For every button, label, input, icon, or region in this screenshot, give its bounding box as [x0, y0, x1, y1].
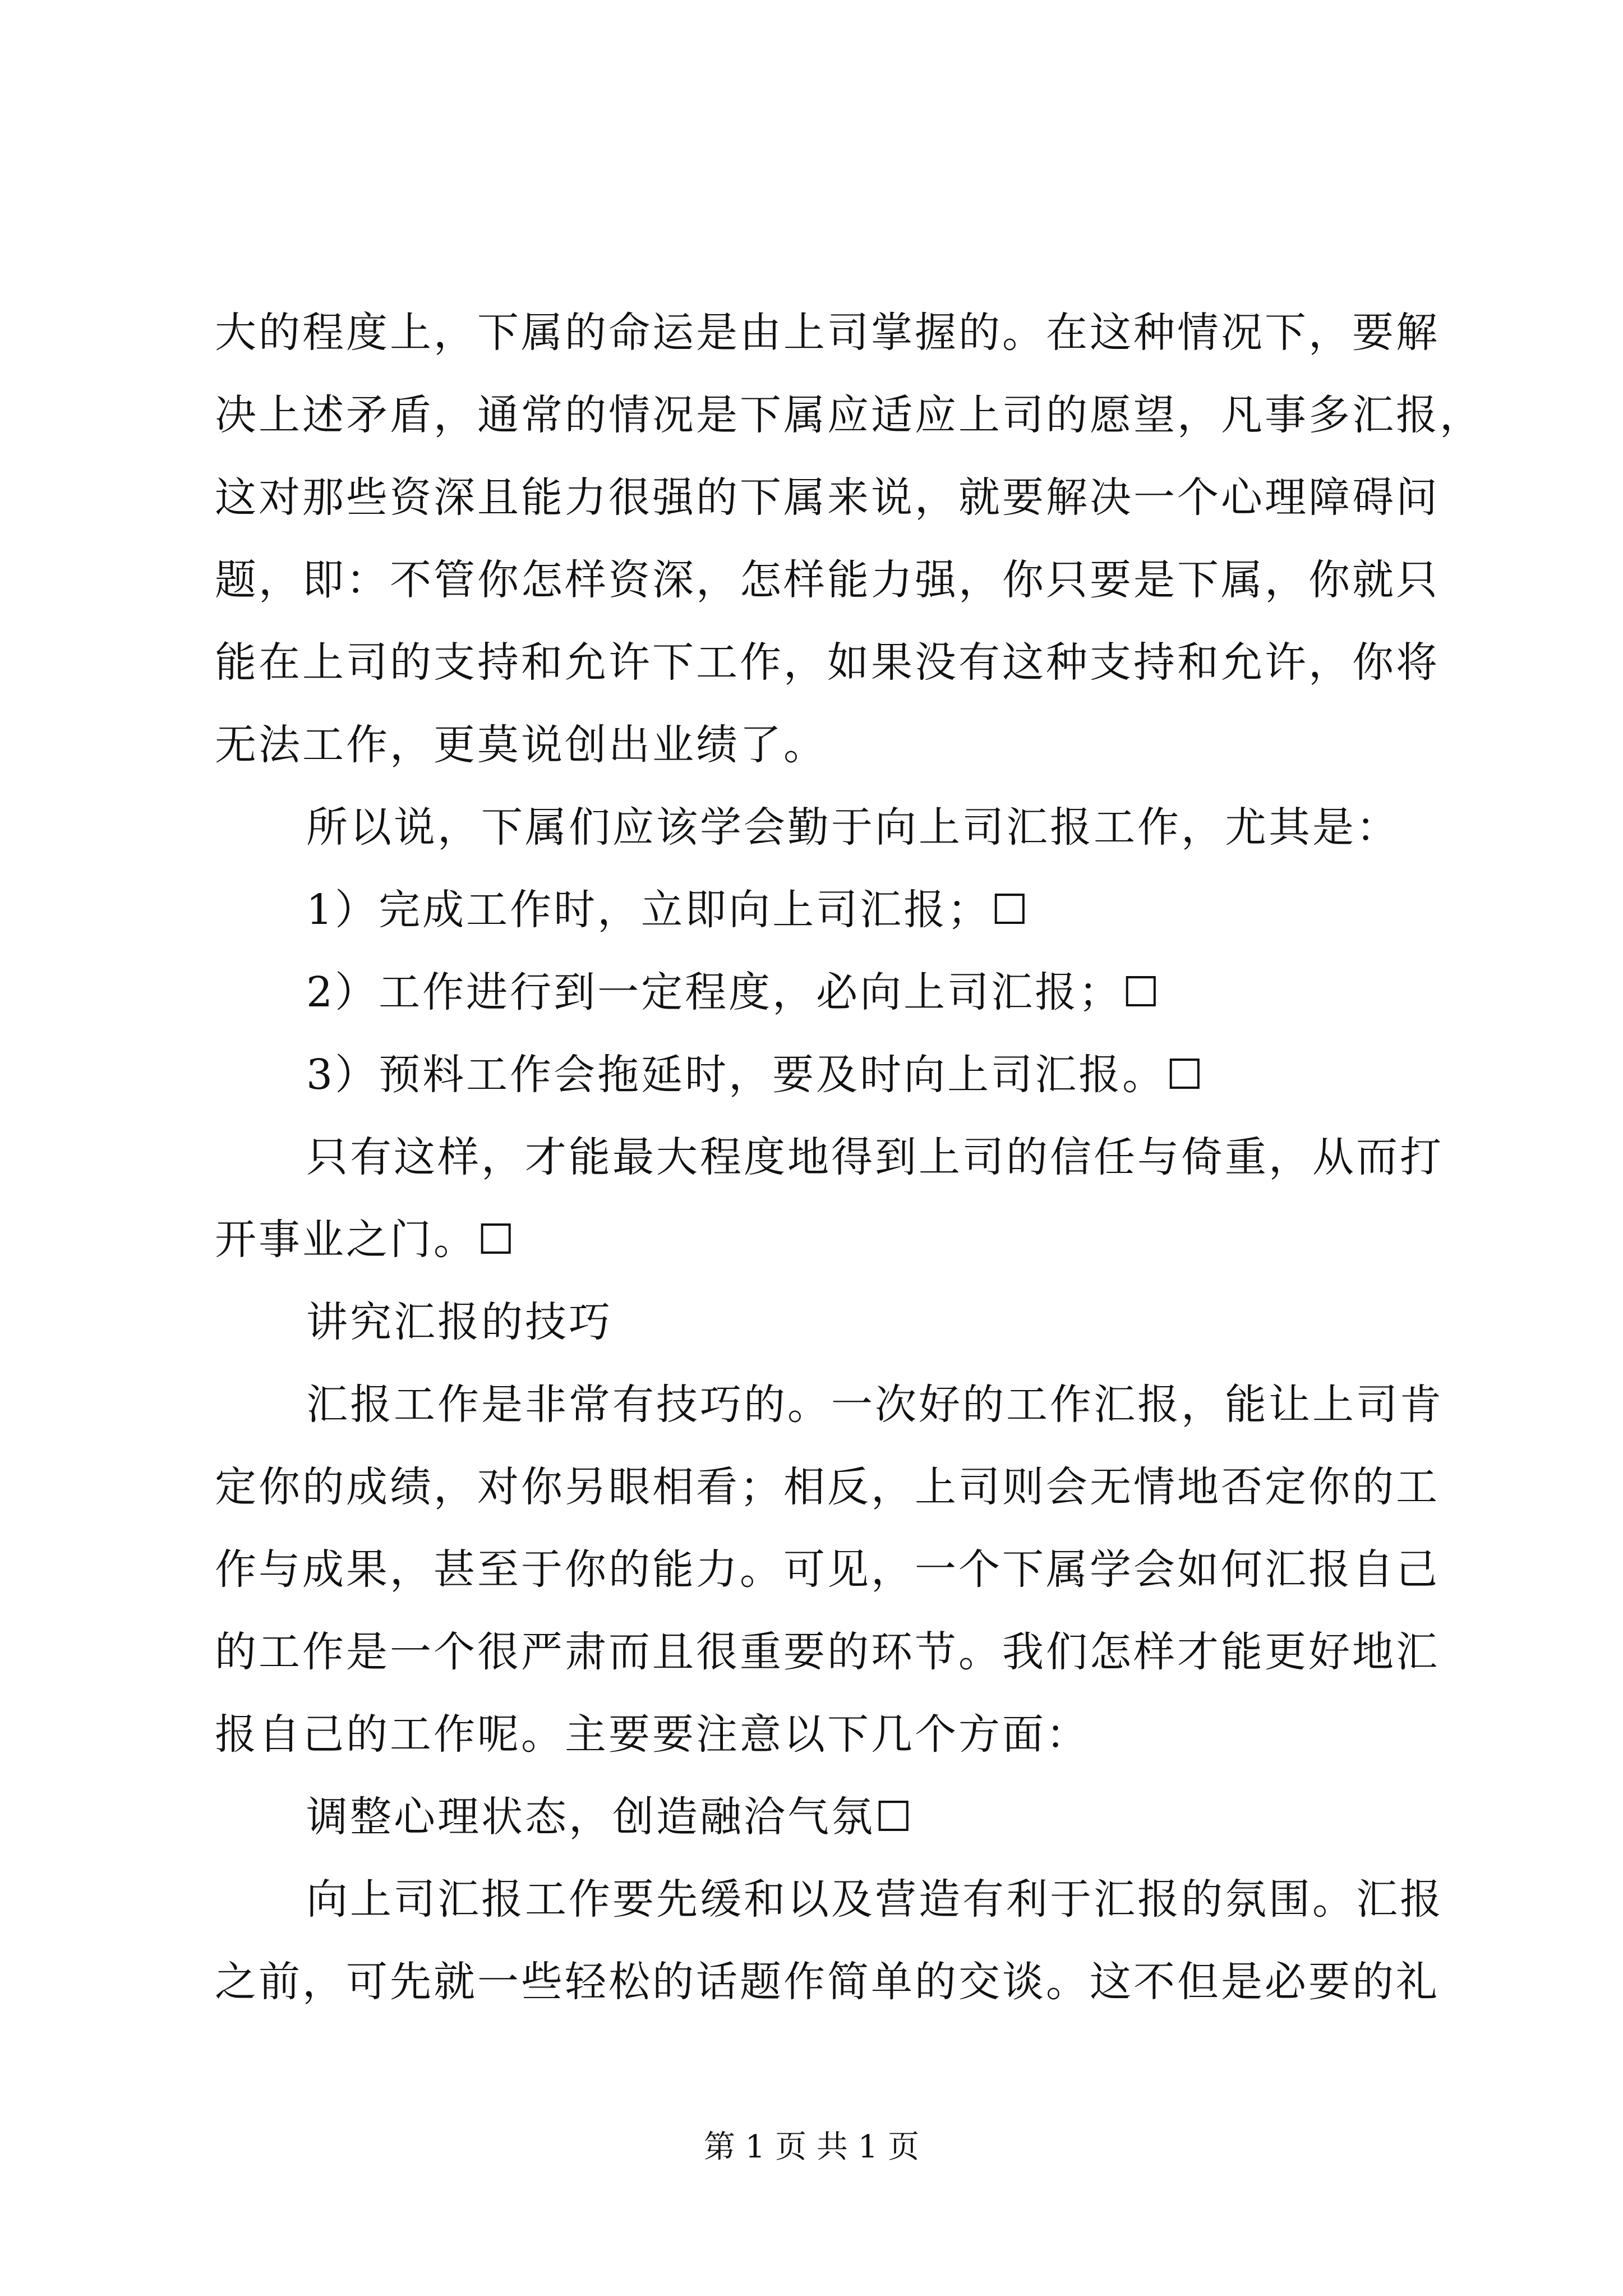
text-line: 大的程度上，下属的命运是由上司掌握的。在这种情况下，要解 — [215, 309, 1440, 357]
text-line: 能在上司的支持和允许下工作，如果没有这种支持和允许，你将 — [215, 638, 1440, 687]
list-item-3: 3）预料工作会拖延时，要及时向上司汇报。☐ — [306, 1051, 1206, 1099]
page-footer: 第 1 页 共 1 页 — [703, 2129, 920, 2165]
text-line: 无法工作，更莫说创出业绩了。 — [215, 721, 827, 769]
document-body — [215, 292, 1483, 2023]
paragraph-first-line: 所以说，下属们应该学会勤于向上司汇报工作，尤其是： — [306, 803, 1400, 852]
subsection-heading: 调整心理状态，创造融洽气氛☐ — [306, 1793, 915, 1841]
text-line: 决上述矛盾，通常的情况是下属应适应上司的愿望，凡事多汇报， — [215, 391, 1483, 439]
text-line: 这对那些资深且能力很强的下属来说，就要解决一个心理障碍问 — [215, 473, 1440, 522]
text-line: 开事业之门。☐ — [215, 1216, 517, 1264]
text-line: 作与成果，甚至于你的能力。可见，一个下属学会如何汇报自己 — [215, 1545, 1440, 1594]
section-heading: 讲究汇报的技巧 — [306, 1298, 612, 1346]
text-line: 题，即：不管你怎样资深，怎样能力强，你只要是下属，你就只 — [215, 556, 1440, 604]
text-line: 的工作是一个很严肃而且很重要的环节。我们怎样才能更好地汇 — [215, 1628, 1440, 1676]
text-line: 定你的成绩，对你另眼相看；相反，上司则会无情地否定你的工 — [215, 1463, 1440, 1511]
paragraph-first-line: 只有这样，才能最大程度地得到上司的信任与倚重，从而打 — [306, 1133, 1444, 1181]
text-line: 报自己的工作呢。主要要注意以下几个方面： — [215, 1710, 1090, 1759]
paragraph-first-line: 汇报工作是非常有技巧的。一次好的工作汇报，能让上司肯 — [306, 1381, 1444, 1429]
list-item-1: 1）完成工作时，立即向上司汇报；☐ — [306, 886, 1031, 934]
text-line: 之前，可先就一些轻松的话题作简单的交谈。这不但是必要的礼 — [215, 1958, 1440, 2006]
paragraph-first-line: 向上司汇报工作要先缓和以及营造有利于汇报的氛围。汇报 — [306, 1875, 1444, 1924]
list-item-2: 2）工作进行到一定程度，必向上司汇报；☐ — [306, 968, 1162, 1016]
